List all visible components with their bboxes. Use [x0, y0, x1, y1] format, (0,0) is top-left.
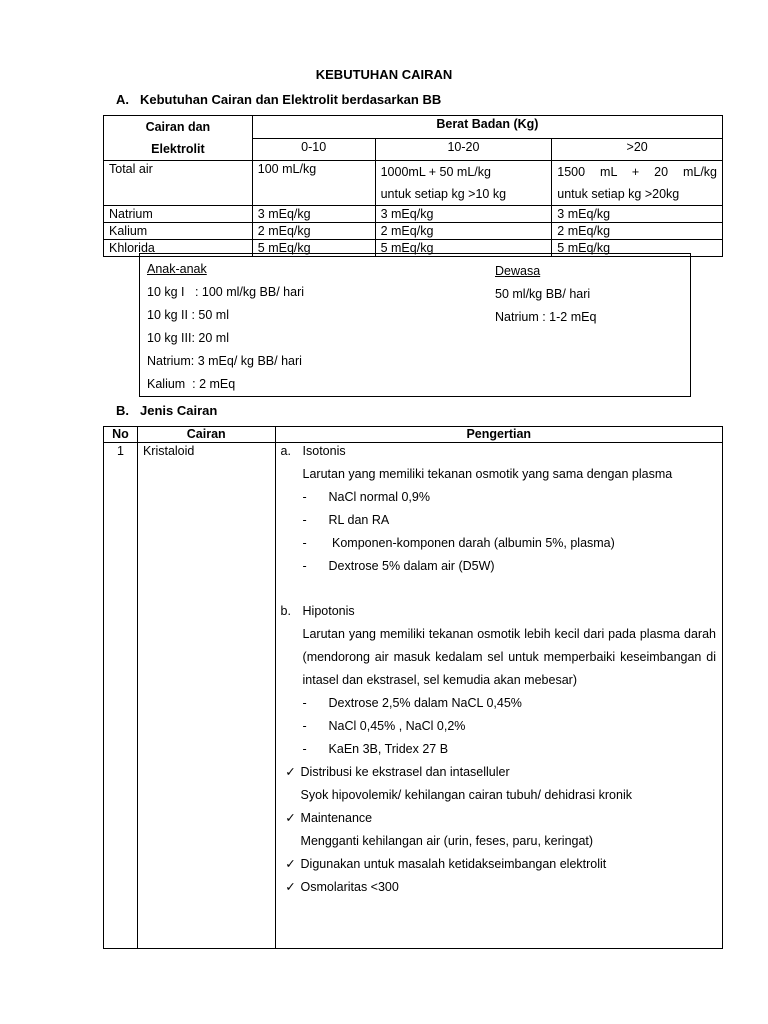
children-title: Anak-anak: [147, 262, 207, 276]
header-berat-badan: Berat Badan (Kg): [252, 116, 722, 139]
children-line: 10 kg I : 100 ml/kg BB/ hari: [147, 285, 305, 299]
item-text: RL dan RA: [328, 513, 390, 527]
check-text: Osmolaritas <300: [300, 880, 399, 894]
isotonis-heading: [281, 443, 716, 459]
row-value: [375, 161, 552, 206]
row-value: 2 mEq/kg: [552, 223, 723, 240]
row-value: 2 mEq/kg: [375, 223, 552, 240]
list-item: [281, 509, 716, 532]
dash-bullet: -: [302, 536, 307, 550]
check-item: [281, 807, 716, 830]
row-value: 2 mEq/kg: [252, 223, 375, 240]
subheader-20: >20: [552, 138, 723, 161]
section-b-heading: [116, 403, 217, 418]
checkmark-icon: ✓: [285, 765, 296, 779]
checkmark-icon: ✓: [285, 857, 296, 871]
check-item: [281, 853, 716, 876]
row-value: 3 mEq/kg: [552, 206, 723, 223]
check-item: [281, 761, 716, 784]
check-subtext: Mengganti kehilangan air (urin, feses, paru, keringat): [300, 834, 594, 848]
adult-line: 50 ml/kg BB/ hari: [495, 287, 591, 301]
table-row: [104, 206, 723, 223]
list-item: [281, 692, 716, 715]
children-line: Natrium: 3 mEq/ kg BB/ hari: [147, 354, 302, 368]
section-b-letter: B.: [116, 403, 129, 418]
section-a-title: Kebutuhan Cairan dan Elektrolit berdasarkan BB: [140, 92, 442, 107]
list-marker: a.: [280, 444, 291, 458]
value-line: untuk setiap kg >20kg: [557, 187, 680, 201]
row-value: 5 mEq/kg: [552, 240, 723, 257]
list-item: [281, 715, 716, 738]
children-line: 10 kg II : 50 ml: [147, 308, 229, 322]
page-title: KEBUTUHAN CAIRAN: [315, 67, 453, 82]
hipotonis-description: Larutan yang memiliki tekanan osmotik lebih kecil dari pada plasma darah (mendorong air masuk kedalam sel untuk memperbaiki keseimbangan di intasel dan ekstrasel, sel kemudia akan mebesar): [302, 627, 716, 687]
adult-line: Natrium : 1-2 mEq: [495, 310, 597, 324]
check-text: Maintenance: [300, 811, 373, 825]
row-value: 5 mEq/kg: [375, 240, 552, 257]
fluid-name: Kristaloid: [137, 443, 275, 949]
dash-bullet: -: [302, 696, 307, 710]
item-text: Dextrose 5% dalam air (D5W): [328, 559, 495, 573]
header-no: No: [104, 427, 138, 443]
section-a-letter: A.: [116, 92, 129, 107]
fluid-types-table: [103, 426, 723, 949]
check-text: Digunakan untuk masalah ketidakseimbangan elektrolit: [300, 857, 607, 871]
list-item: [281, 555, 716, 578]
value-line: untuk setiap kg >10 kg: [380, 187, 507, 201]
item-text: NaCl 0,45% , NaCl 0,2%: [328, 719, 466, 733]
dash-bullet: -: [302, 559, 307, 573]
isotonis-title: Isotonis: [302, 444, 346, 458]
check-subtext: Syok hipovolemik/ kehilangan cairan tubuh/ dehidrasi kronik: [300, 788, 632, 802]
subheader-10-20: 10-20: [375, 138, 552, 161]
row-value: 5 mEq/kg: [252, 240, 375, 257]
row-value: 3 mEq/kg: [252, 206, 375, 223]
subheader-0-10: 0-10: [252, 138, 375, 161]
checkmark-icon: ✓: [285, 811, 296, 825]
dash-bullet: -: [302, 513, 307, 527]
dash-bullet: -: [302, 719, 307, 733]
hipotonis-heading: [281, 600, 716, 623]
children-line: Kalium : 2 mEq: [147, 377, 236, 391]
fluid-needs-table: [103, 115, 723, 257]
row-value: 3 mEq/kg: [375, 206, 552, 223]
section-b-title: Jenis Cairan: [140, 403, 218, 418]
header-line-1: Cairan dan: [145, 120, 211, 134]
row-name: Natrium: [104, 206, 253, 223]
list-item: [281, 532, 716, 555]
item-text: Dextrose 2,5% dalam NaCL 0,45%: [328, 696, 522, 710]
header-cairan-elektrolit: [104, 116, 253, 161]
table-row: [104, 161, 723, 206]
row-number: 1: [104, 443, 138, 949]
row-name: Kalium: [104, 223, 253, 240]
item-text: KaEn 3B, Tridex 27 B: [328, 742, 449, 756]
item-text: NaCl normal 0,9%: [328, 490, 430, 504]
check-text: Distribusi ke ekstrasel dan intaselluler: [300, 765, 510, 779]
header-line-2: Elektrolit: [151, 142, 205, 156]
table-row: [104, 223, 723, 240]
value-line: 1500 mL + 20 mL/kg: [557, 165, 717, 179]
fluid-description: [275, 443, 722, 949]
row-name: Total air: [104, 161, 253, 206]
value-line: 1000mL + 50 mL/kg: [380, 165, 491, 179]
hipotonis-title: Hipotonis: [302, 604, 355, 618]
checkmark-icon: ✓: [285, 880, 296, 894]
section-a-heading: [116, 92, 441, 107]
header-cairan: Cairan: [137, 427, 275, 443]
adult-column: [495, 260, 596, 329]
dash-bullet: -: [302, 490, 307, 504]
row-name: Khlorida: [104, 240, 253, 257]
row-value: [552, 161, 723, 206]
daily-needs-box: [139, 253, 691, 397]
list-item: [281, 738, 716, 761]
check-item: [281, 876, 716, 899]
children-line: 10 kg III: 20 ml: [147, 331, 229, 345]
list-item: [281, 486, 716, 509]
row-value: 100 mL/kg: [252, 161, 375, 206]
children-column: [147, 258, 304, 396]
table-row: [104, 443, 723, 949]
list-marker: b.: [280, 604, 291, 618]
dash-bullet: -: [302, 742, 307, 756]
item-text: Komponen-komponen darah (albumin 5%, plasma): [328, 536, 615, 550]
adult-title: Dewasa: [495, 264, 541, 278]
header-pengertian: Pengertian: [275, 427, 722, 443]
isotonis-description: Larutan yang memiliki tekanan osmotik yang sama dengan plasma: [302, 467, 673, 481]
